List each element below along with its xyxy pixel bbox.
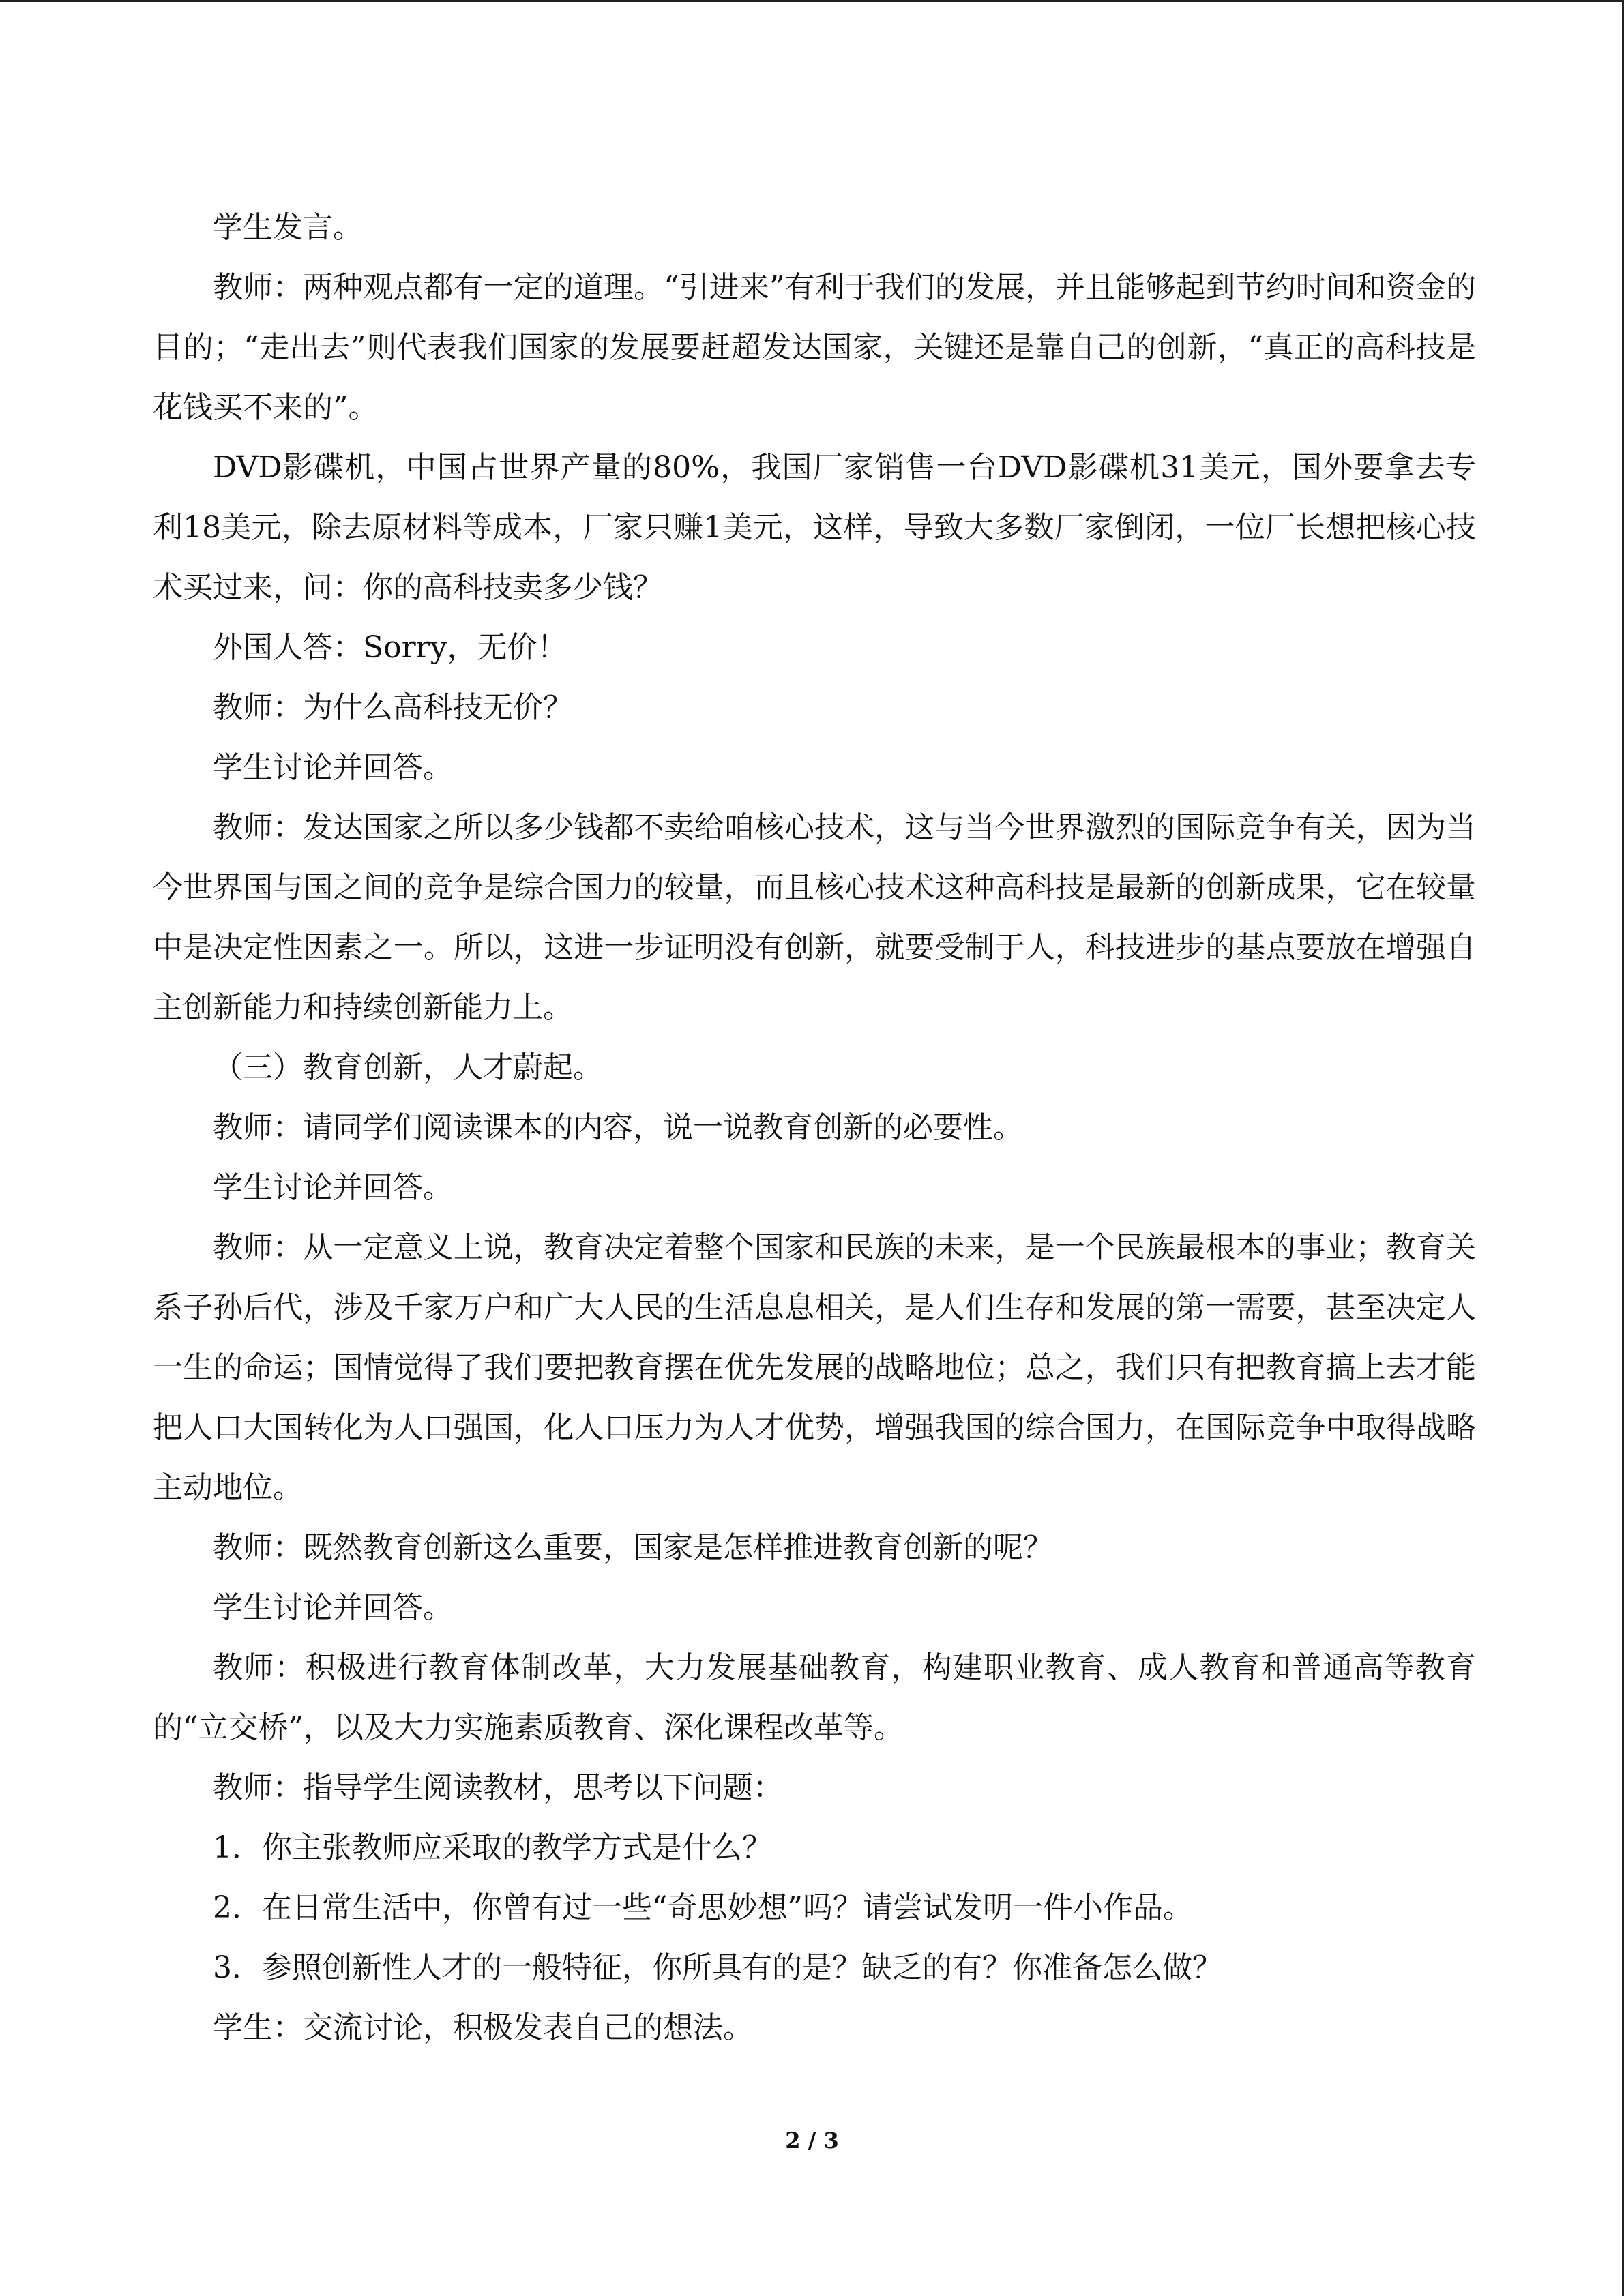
paragraph-foreigner-answer: 外国人答：Sorry，无价！ bbox=[213, 630, 567, 665]
paragraph-student-discuss-3: 学生讨论并回答。 bbox=[213, 1590, 453, 1625]
question-item-2: 2．在日常生活中，你曾有过一些“奇思妙想”吗？请尝试发明一件小作品。 bbox=[213, 1890, 1193, 1925]
paragraph-dvd-example: DVD影碟机，中国占世界产量的80%，我国厂家销售一台DVD影碟机31美元，国外要拿去专利18美元，除去原材料等成本，厂家只赚1美元，这样，导致大多数厂家倒闭，一位厂长想把核心技术买过来，问：你的高科技卖多少钱？ bbox=[153, 450, 1476, 605]
document-body bbox=[153, 198, 1476, 2058]
paragraph-teacher-guide: 教师：指导学生阅读教材，思考以下问题： bbox=[213, 1770, 783, 1805]
paragraph-student-discuss-2: 学生讨论并回答。 bbox=[213, 1170, 453, 1205]
page-number: 2 / 3 bbox=[785, 2128, 839, 2153]
section-heading-education-innovation: （三）教育创新，人才蔚起。 bbox=[213, 1050, 603, 1085]
paragraph-teacher-two-views: 教师：两种观点都有一定的道理。“引进来”有利于我们的发展，并且能够起到节约时间和资金的目的；“走出去”则代表我们国家的发展要赶超发达国家，关键还是靠自己的创新，“真正的高科技是花钱买不来的”。 bbox=[153, 270, 1476, 425]
paragraph-student-exchange: 学生：交流讨论，积极发表自己的想法。 bbox=[213, 2010, 753, 2045]
paragraph-teacher-read-textbook: 教师：请同学们阅读课本的内容，说一说教育创新的必要性。 bbox=[213, 1110, 1023, 1145]
question-item-1: 1．你主张教师应采取的教学方式是什么？ bbox=[213, 1830, 772, 1865]
paragraph-teacher-reform: 教师：积极进行教育体制改革，大力发展基础教育，构建职业教育、成人教育和普通高等教育的“立交桥”，以及大力实施素质教育、深化课程改革等。 bbox=[153, 1650, 1476, 1745]
paragraph-teacher-education-importance: 教师：从一定意义上说，教育决定着整个国家和民族的未来，是一个民族最根本的事业；教育关系子孙后代，涉及千家万户和广大人民的生活息息相关，是人们生存和发展的第一需要，甚至决定人一生的命运；国情觉得了我们要把教育摆在优先发展的战略地位；总之，我们只有把教育搞上去才能把人口大国转化为人口强国，化人口压力为人才优势，增强我国的综合国力，在国际竞争中取得战略主动地位。 bbox=[153, 1230, 1476, 1505]
paragraph-teacher-how-promote: 教师：既然教育创新这么重要，国家是怎样推进教育创新的呢？ bbox=[213, 1530, 1053, 1565]
paragraph-student-discuss-1: 学生讨论并回答。 bbox=[213, 750, 453, 785]
page-top-border bbox=[0, 0, 1624, 2]
paragraph-student-speech: 学生发言。 bbox=[213, 210, 363, 245]
paragraph-teacher-core-tech: 教师：发达国家之所以多少钱都不卖给咱核心技术，这与当今世界激烈的国际竞争有关，因为当今世界国与国之间的竞争是综合国力的较量，而且核心技术这种高科技是最新的创新成果，它在较量中是决定性因素之一。所以，这进一步证明没有创新，就要受制于人，科技进步的基点要放在增强自主创新能力和持续创新能力上。 bbox=[153, 810, 1476, 1025]
question-item-3: 3．参照创新性人才的一般特征，你所具有的是？缺乏的有？你准备怎么做？ bbox=[213, 1950, 1222, 1985]
paragraph-teacher-question: 教师：为什么高科技无价？ bbox=[213, 690, 573, 725]
